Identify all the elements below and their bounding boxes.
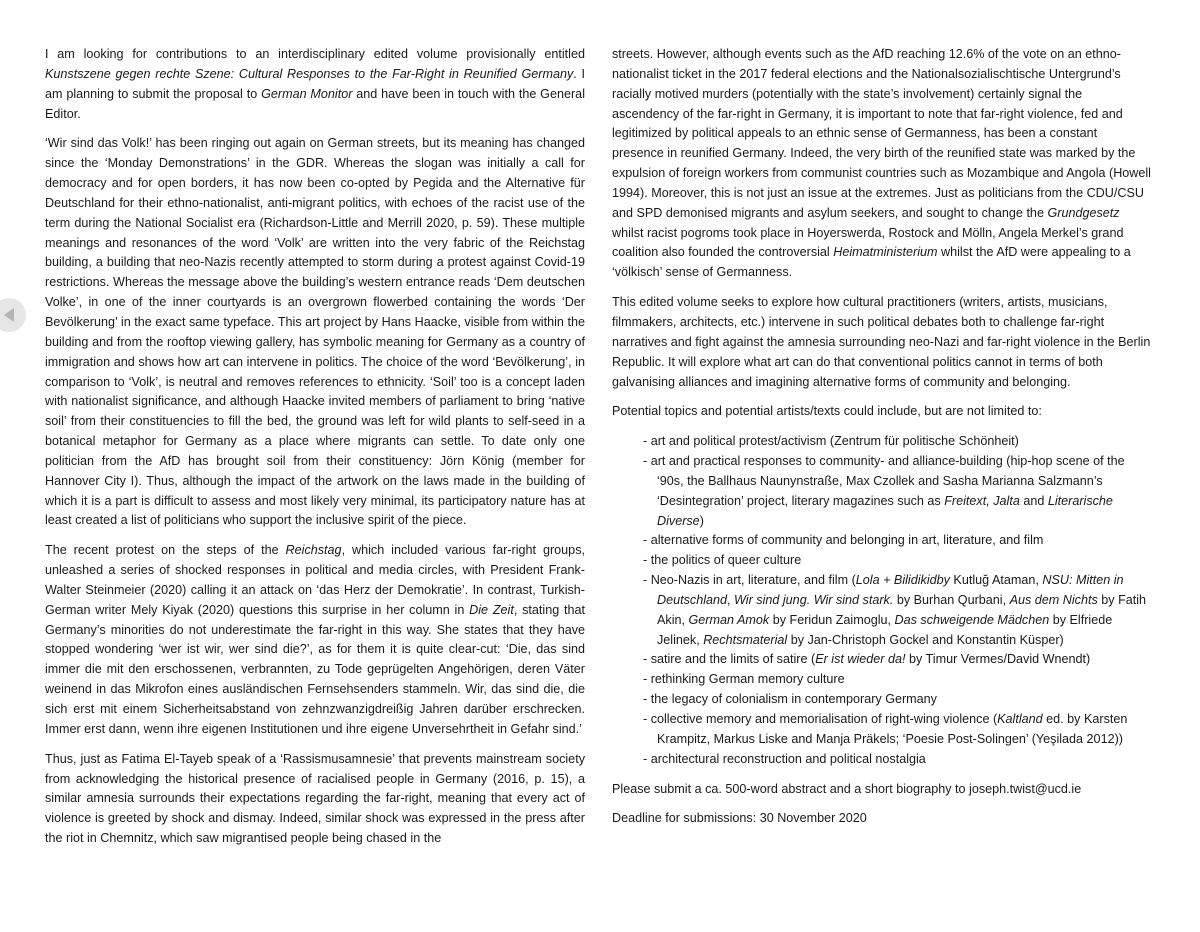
- italic-term: Literarische Diverse: [657, 493, 1113, 528]
- italic-term: Er ist wieder da!: [815, 652, 906, 667]
- item-text: by Timur Vermes/David Wnendt): [905, 652, 1091, 667]
- item-text: by Elfriede Jelinek,: [657, 612, 1113, 647]
- italic-term: German Amok: [688, 612, 770, 627]
- amnesia-paragraph: Thus, just as Fatima El-Tayeb speak of a ‘Rassismusamnesie’ that prevents mainstream society from acknowledging the historical presence of racialised people in Germany (2016, p. 15), a similar amnesia surrounds their expectations regarding the far-right, meaning that every act of violence is greeted by shock and dismay. Indeed, similar shock was expressed in the press after the riot in Chemnitz, which saw migrantised people being chased in the: [45, 751, 585, 846]
- item-text: - satire and the limits of satire (: [643, 652, 816, 667]
- intro-text: I am looking for contributions to an interdisciplinary edited volume provisionally entitled: [45, 47, 585, 61]
- italic-term: Rechtsmaterial: [703, 632, 788, 647]
- italic-term: Wir sind jung. Wir sind stark.: [734, 592, 894, 607]
- italic-term: Heimatministerium: [833, 245, 938, 260]
- previous-page-button[interactable]: [0, 298, 26, 332]
- italic-term: NSU: Mitten in Deutschland: [657, 573, 1124, 607]
- item-text: - art and practical responses to community- and alliance-building (hip-hop scene of the ‘90s, the Ballhaus Naunynstraße, Max Czollek and Sasha Marianna Salzmann’s ‘Desintegration’ project, literary magazines such as: [643, 454, 1125, 508]
- paragraph-text: The recent protest on the steps of the: [45, 543, 286, 558]
- paragraph-text: , which included various far-right groups, unleashed a series of shocked responses in political and media circles, with President Frank-Walter Steinmeier (2020) calling it an attack on ‘das Herz der Demokratie’. In contrast, Turkish-German writer Mely Kiyak (2020) questions this surprise in her column in: [45, 543, 585, 617]
- item-text: - collective memory and memorialisation of right-wing violence (: [643, 712, 998, 726]
- volk-paragraph: ‘Wir sind das Volk!’ has been ringing out again on German streets, but its meaning has changed since the ‘Monday Demonstrations’ in the GDR. Whereas the slogan was initially a call for democracy and for open borders, it has now been co-opted by Pegida and the Alternative für Deutschland for their ethno-nationalist, anti-migrant politics, with echoes of the racist use of the term during the National Socialist era (Richardson-Little and Merrill 2020, p. 59). These multiple meanings and resonances of the word ‘Volk’ are written into the very fabric of the Reichstag building, a building that neo-Nazis recently attempted to storm during a protest against Covid-19 restrictions. Whereas the message above the building’s western entrance reads ‘Dem deutschen Volke’, in one of the inner courtyards is an overgrown flowerbed containing the words ‘Der Bevölkerung’ in the exact same typeface. This art project by Hans Haacke, visible from within the building and from the rooftop viewing gallery, has symbolic meaning for Germany as a country of immigration and shows how art can intervene in politics. The choice of the word ‘Bevölkerung’, in comparison to ‘Volk’, is neutral and removes references to ethnicity. ‘Soil’ too is a concept laden with nationalist significance, and although Haacke invited members of parliament to bring ‘native soil’ from their constituencies to fill the bed, the ground was left for wild plants to self-seed in a botanical metaphor for Germany as a place where migrants can settle. To date only one politician from the AfD has brought soil from their constituency: Jörn König (member for Hannover City I). Thus, although the impact of the artwork on the laws made in the building of which it is a part is difficult to assess and most likely very minimal, its participatory nature has at least created a list of politicians who support the inclusive spirit of the piece.: [45, 136, 585, 528]
- list-item: [612, 571, 1152, 650]
- item-text: by Burhan Qurbani,: [893, 592, 1010, 607]
- italic-term: Aus dem Nichts: [1009, 592, 1098, 607]
- item-text: Kutluğ Ataman,: [949, 573, 1043, 588]
- item-text: by Fatih Akin,: [657, 592, 1147, 627]
- item-text: and: [1019, 493, 1048, 508]
- italic-term: Die Zeit: [469, 602, 514, 617]
- italic-term: Das schweigende Mädchen: [894, 612, 1050, 627]
- paragraph-text: streets. However, although events such as the AfD reaching 12.6% of the vote on an ethno-nationalist ticket in the 2017 federal elections and the Nationalsozialischtische Untergrund’s racially motived murders (potentially with the state’s involvement) certainly signal the ascendency of the far-right in Germany, it is important to note that far-right violence, fed and legitimized by political appeals to an ethnic sense of Germanness, has been a constant presence in reunified Germany. Indeed, the very birth of the reunified state was marked by the expulsion of foreign workers from communist countries such as Mozambique and Angola (Howell 1994). Moreover, this is not just an issue at the extremes. Just as politicians from the CDU/CSU and SPD demonised migrants and asylum seekers, and sought to change the: [612, 47, 1151, 220]
- submission-info: Please submit a ca. 500-word abstract and a short biography to joseph.twist@ucd.ie: [612, 781, 1082, 796]
- journal-name: German Monitor: [261, 86, 353, 101]
- intro-text: and have been in touch with the General Editor.: [45, 86, 585, 121]
- item-text: by Feridun Zaimoglu,: [769, 612, 895, 627]
- italic-term: Kaltland: [997, 712, 1043, 726]
- item-text: - Neo-Nazis in art, literature, and film (: [643, 573, 856, 588]
- paragraph-text: whilst racist pogroms took place in Hoyerswerda, Rostock and Mölln, Angela Merkel’s grand coalition also founded the controversial: [612, 225, 1124, 260]
- list-item: - architectural reconstruction and political nostalgia: [643, 751, 926, 766]
- intro-text: . I am planning to submit the proposal to: [45, 66, 586, 101]
- list-item: - art and political protest/activism (Zentrum für politische Schönheit): [643, 434, 1019, 449]
- right-column: [612, 45, 1152, 839]
- volume-title: Kunstszene gegen rechte Szene: Cultural Responses to the Far-Right in Reunified Germany: [45, 66, 574, 81]
- italic-term: Freitext, Jalta: [944, 493, 1020, 508]
- italic-term: Reichstag: [285, 543, 342, 558]
- list-item: [612, 650, 1152, 670]
- item-text: ed. by Karsten Krampitz, Markus Liske and Manja Präkels; ‘Poesie Post-Solingen’ (Yeşilada 2012)): [657, 712, 1128, 746]
- list-item: - rethinking German memory culture: [643, 672, 845, 687]
- deadline: Deadline for submissions: 30 November 2020: [612, 811, 867, 826]
- list-item: - alternative forms of community and belonging in art, literature, and film: [643, 533, 1044, 548]
- paragraph-text: whilst the AfD were appealing to a ‘völkisch’ sense of Germanness.: [612, 245, 1131, 280]
- list-item: [612, 710, 1152, 750]
- list-item: - the legacy of colonialism in contemporary Germany: [643, 692, 937, 707]
- list-item: - the politics of queer culture: [643, 553, 802, 568]
- chevron-left-icon: [1, 306, 17, 324]
- list-item: [612, 452, 1152, 531]
- protest-paragraph: [45, 541, 585, 739]
- left-column: [45, 45, 585, 859]
- paragraph-text: , stating that Germany’s minorities do not underestimate the far-right in this way. She states that they have stopped wondering ‘wer ist wir, wer sind die?’, as for them it is quite clear-cut: ‘Die, das sind immer die mit den erschossenen, verbrannten, zu Tode geprügelten Angehörigen, deren Väter weinend in das Mikrofon eines ausländischen Fernsehsenders stammeln. Wir, das sind die, die sich erst mit einem Sicherheitsabstand von zehnzwanzigdreißig Jahren darüber erschrecken. Immer erst dann, wenn ihre eigenen Institutionen und ihre eigene Unversehrtheit in Gefahr sind.’: [45, 602, 586, 736]
- item-text: by Jan-Christoph Gockel and Konstantin Küsper): [787, 632, 1064, 647]
- topics-list: [612, 432, 1152, 769]
- italic-term: Grundgesetz: [1047, 205, 1120, 220]
- topics-intro: Potential topics and potential artists/texts could include, but are not limited to:: [612, 404, 1042, 419]
- item-text: ): [699, 513, 704, 528]
- intro-paragraph: [45, 45, 585, 124]
- italic-term: Lola + Bilidikidby: [855, 573, 950, 588]
- item-text: ,: [727, 592, 735, 607]
- scope-paragraph: This edited volume seeks to explore how cultural practitioners (writers, artists, musicians, filmmakers, architects, etc.) intervene in such political debates both to challenge far-right narratives and fight against the amnesia surrounding neo-Nazi and far-right violence in the Berlin Republic. It will explore what art can do that conventional politics cannot in terms of both galvanising alliances and imagining alternative forms of community and belonging.: [612, 295, 1151, 389]
- far-right-paragraph: [612, 45, 1152, 283]
